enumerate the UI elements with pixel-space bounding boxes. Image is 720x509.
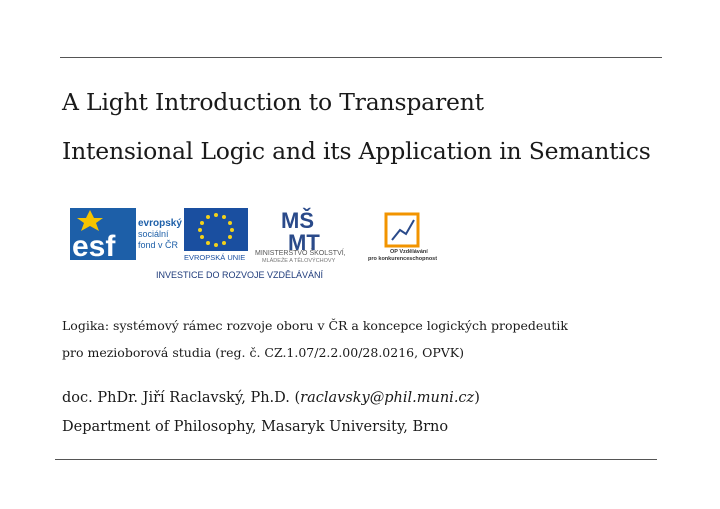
op-label-2: pro konkurenceschopnost xyxy=(368,256,438,262)
bottom-rule xyxy=(55,459,657,460)
msmt-label-2: MLÁDEŽE A TĚLOVÝCHOVY xyxy=(262,258,336,264)
esf-text-3: fond v ČR xyxy=(138,240,179,250)
eu-flag-logo xyxy=(184,208,248,262)
project-line-2: pro mezioborová studia (reg. č. CZ.1.07/2.2.00/28.0216, OPVK) xyxy=(62,345,464,360)
author-suffix: ) xyxy=(474,390,480,406)
funding-logos xyxy=(70,204,450,284)
msmt-logo xyxy=(255,208,346,264)
op-vzdelavani-logo xyxy=(368,214,437,262)
esf-wordmark: esf xyxy=(72,230,116,263)
esf-logo xyxy=(70,208,182,263)
eu-label: EVROPSKÁ UNIE xyxy=(184,253,246,262)
msmt-label-1: MINISTERSTVO ŠKOLSTVÍ, xyxy=(255,250,346,257)
author-line xyxy=(62,390,480,406)
department: Department of Philosophy, Masaryk University, Brno xyxy=(62,419,449,435)
author-name: doc. PhDr. Jiří Raclavský, Ph.D. ( xyxy=(62,390,301,406)
svg-text:MT: MT xyxy=(288,230,320,255)
investice-label: INVESTICE DO ROZVOJE VZDĚLÁVÁNÍ xyxy=(156,270,324,280)
esf-text-1: evropský xyxy=(138,218,182,229)
title-line-2: Intensional Logic and its Application in Semantics xyxy=(62,137,651,165)
project-line-1: Logika: systémový rámec rozvoje oboru v ČR a koncepce logických propedeutik xyxy=(62,318,568,333)
esf-text-2: sociální xyxy=(138,229,169,239)
author-email[interactable]: raclavsky@phil.muni.cz xyxy=(300,390,475,406)
top-rule xyxy=(60,57,662,58)
svg-text:MŠ: MŠ xyxy=(281,208,314,233)
title-line-1: A Light Introduction to Transparent xyxy=(62,88,484,116)
op-label-1: OP Vzdělávání xyxy=(390,249,428,255)
